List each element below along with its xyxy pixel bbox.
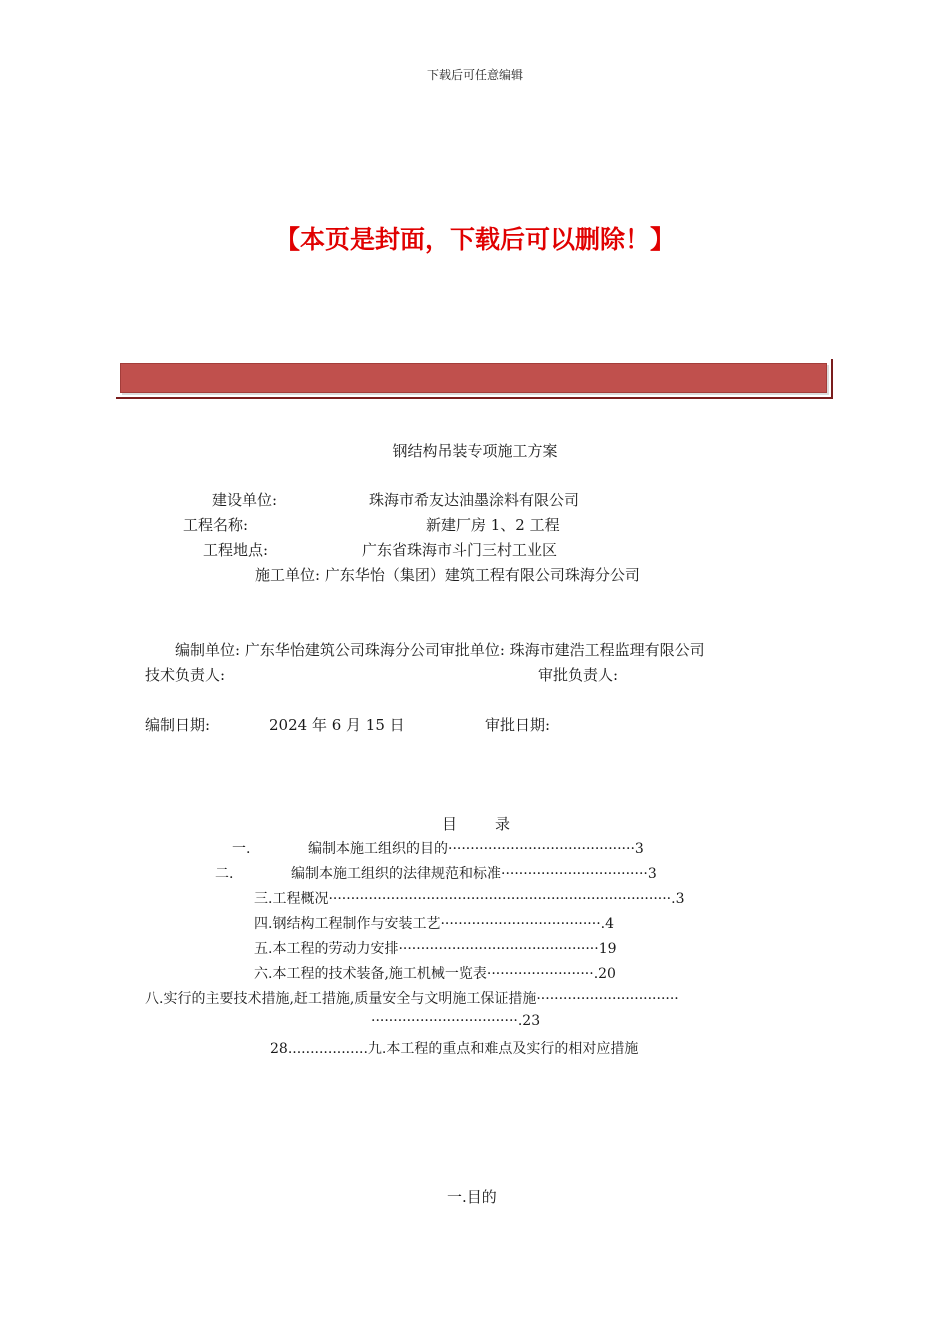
toc-item-5[interactable]: 五.本工程的劳动力安排·············································19 (254, 941, 617, 957)
approver-label: 审批负责人: (538, 666, 619, 684)
toc-item-1-text[interactable]: 编制本施工组织的目的··········································3 (308, 841, 644, 857)
toc-title-a: 目 (442, 815, 458, 833)
contractor-line: 施工单位: 广东华怡（集团）建筑工程有限公司珠海分公司 (255, 566, 640, 584)
toc-item-8[interactable]: 八.实行的主要技术措施,赶工措施,质量安全与文明施工保证措施································ (145, 991, 679, 1007)
section-heading: 一.目的 (447, 1188, 497, 1206)
toc-item-1-num[interactable]: 一. (232, 841, 251, 857)
compile-date-label: 编制日期: (145, 716, 211, 734)
location-value: 广东省珠海市斗门三村工业区 (362, 541, 558, 559)
compile-date-value: 2024 年 6 月 15 日 (269, 716, 405, 734)
toc-item-2-text[interactable]: 编制本施工组织的法律规范和标准·································3 (291, 866, 657, 882)
approve-date-label: 审批日期: (485, 716, 551, 734)
project-label: 工程名称: (183, 516, 249, 534)
toc-item-6[interactable]: 六.本工程的技术装备,施工机械一览表························.20 (254, 966, 616, 982)
client-label: 建设单位: (212, 491, 278, 509)
toc-title (442, 813, 510, 834)
document-title: 钢结构吊装专项施工方案 (392, 442, 558, 460)
tech-lead-label: 技术负责人: (145, 666, 226, 684)
toc-item-9[interactable]: 28..................九.本工程的重点和难点及实行的相对应措施 (270, 1041, 639, 1057)
header-note: 下载后可任意编辑 (426, 68, 523, 82)
toc-item-2-num[interactable]: 二. (215, 866, 234, 882)
toc-title-b: 录 (495, 815, 511, 833)
project-value: 新建厂房 1、2 工程 (426, 516, 560, 534)
toc-item-8-continued[interactable]: ·································.23 (371, 1013, 541, 1029)
toc-item-4[interactable]: 四.钢结构工程制作与安装工艺····································.4 (254, 916, 615, 932)
cover-notice: 【本页是封面，下载后可以删除！】 (274, 225, 675, 254)
title-banner-bar (120, 363, 827, 393)
title-banner (116, 359, 833, 399)
location-label: 工程地点: (203, 541, 269, 559)
client-value: 珠海市希友达油墨涂料有限公司 (369, 491, 580, 509)
compile-approve-line: 编制单位: 广东华怡建筑公司珠海分公司审批单位: 珠海市建浩工程监理有限公司 (175, 641, 705, 659)
toc-item-3[interactable]: 三.工程概况·············································································.3 (254, 891, 685, 907)
